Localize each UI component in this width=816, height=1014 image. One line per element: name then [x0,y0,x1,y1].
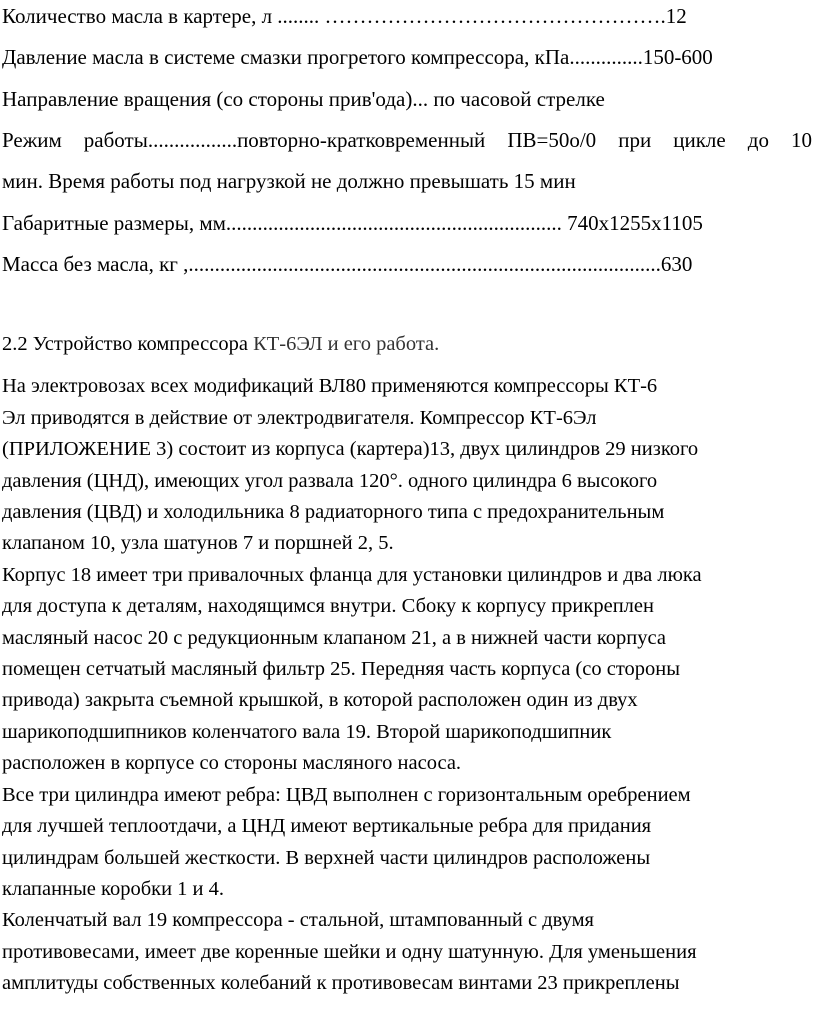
body-line: Все три цилиндра имеют ребра: ЦВД выполнен с горизонтальным оребрением [2,784,691,806]
body-line: давления (ЦВД) и холодильника 8 радиаторного типа с предохранительным [2,501,665,523]
body-line: для доступа к деталям, находящимся внутри. Сбоку к корпусу прикреплен [2,595,654,617]
section-heading-lead: 2.2 Устройство компрессора [2,333,248,355]
body-line: На электровозах всех модификаций ВЛ80 применяются компрессоры КТ-6 [2,375,658,397]
body-line: для лучшей теплоотдачи, а ЦНД имеют вертикальные ребра для придания [2,815,652,837]
body-line: Коленчатый вал 19 компрессора - стальной, штампованный с двумя [2,909,594,931]
body-line: масляный насос 20 с редукционным клапаном 21, а в нижней части корпуса [2,627,666,649]
spec-rotation: Направление вращения (со стороны прив'ода)... по часовой стрелке [2,87,605,111]
spec-dimensions: Габаритные размеры, мм................................................................ 740x1255x1105 [2,211,703,235]
body-line: помещен сетчатый масляный фильтр 25. Передняя часть корпуса (со стороны [2,658,681,680]
body-line: амплитуды собственных колебаний к противовесам винтами 23 прикреплены [2,972,680,994]
body-line: клапанные коробки 1 и 4. [2,878,225,900]
spec-oil-quantity: Количество масла в картере, л ........ ………………………………………….12 [2,4,687,28]
body-line: Эл приводятся в действие от электродвигателя. Компрессор КТ-6Эл [2,407,597,429]
body-line: привода) закрыта съемной крышкой, в которой расположен один из двух [2,689,638,711]
body-line: цилиндрам большей жесткости. В верхней части цилиндров расположены [2,847,651,869]
body-line: противовесами, имеет две коренные шейки и одну шатунную. Для уменьшения [2,941,697,963]
spec-duty-mode: Режим работы.................повторно-кратковременный ПВ=50о/0 при цикле до 10 [2,128,812,152]
body-line: Корпус 18 имеет три привалочных фланца для установки цилиндров и два люка [2,564,702,586]
body-line: шарикоподшипников коленчатого вала 19. Второй шарикоподшипник [2,721,612,743]
body-line: давления (ЦНД), имеющих угол развала 120°. одного цилиндра 6 высокого [2,470,658,492]
body-line: клапаном 10, узла шатунов 7 и поршней 2, 5. [2,532,394,554]
spec-oil-pressure: Давление масла в системе смазки прогретого компрессора, кПа..............150-600 [2,45,713,69]
body-line: (ПРИЛОЖЕНИЕ 3) состоит из корпуса (картера)13, двух цилиндров 29 низкого [2,438,699,460]
spec-duty-time: мин. Время работы под нагрузкой не должно превышать 15 мин [2,169,576,193]
body-line: расположен в корпусе со стороны масляного насоса. [2,752,462,774]
spec-mass: Масса без масла, кг ,..........................................................................................630 [2,252,693,276]
section-heading-tail: КТ-6ЭЛ и его работа. [247,333,440,355]
section-heading [2,332,439,356]
